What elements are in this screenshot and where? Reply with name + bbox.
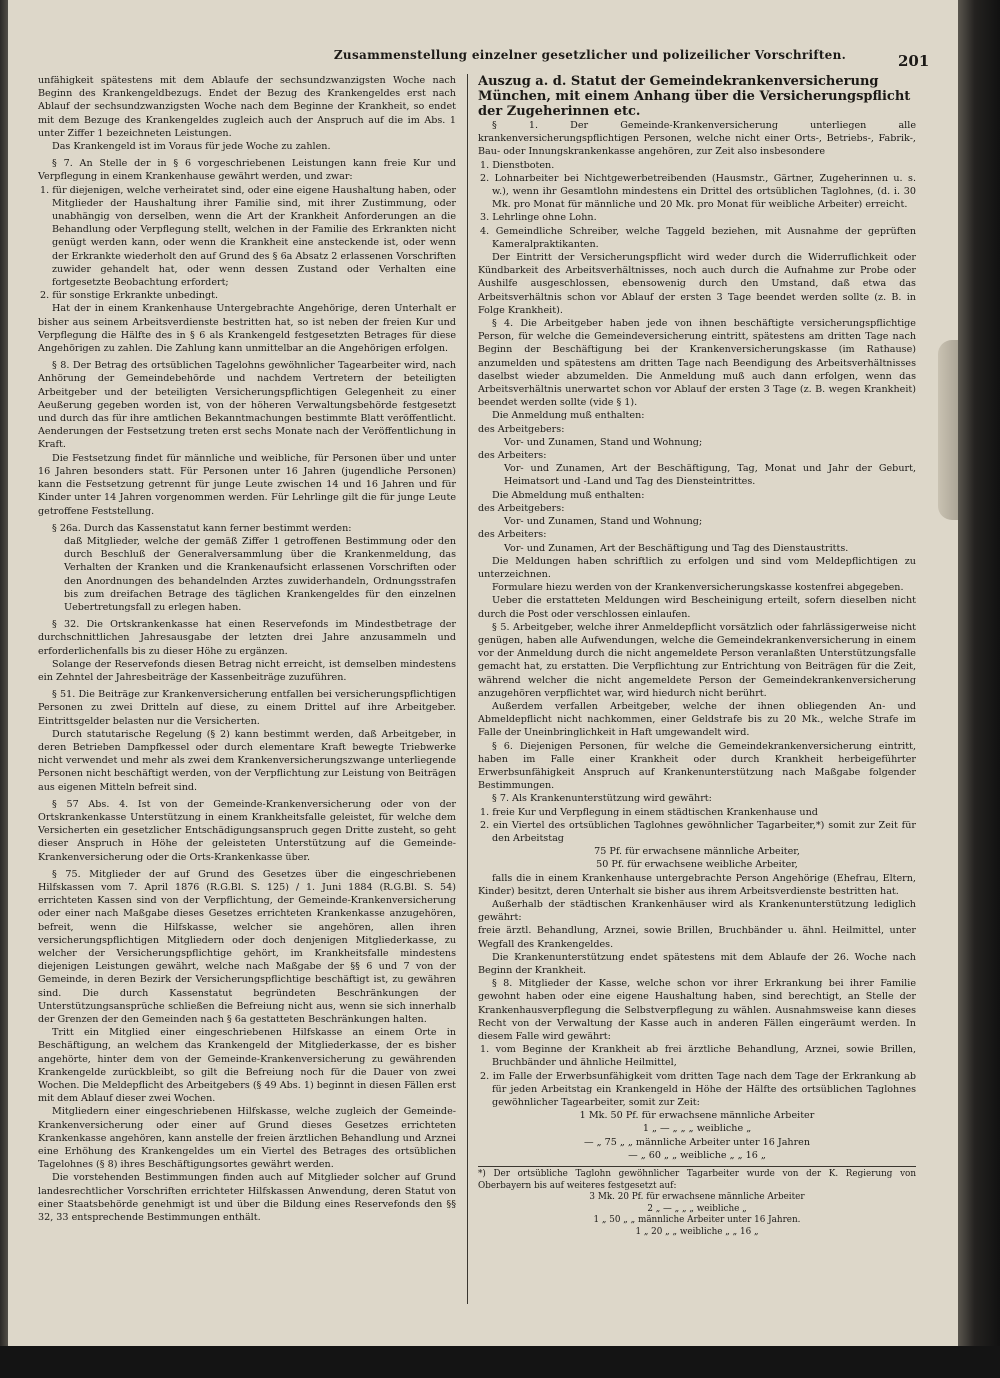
rate-line: 50 Pf. für erwachsene weibliche Arbeiter, [596, 859, 798, 871]
rate-line: — „ 60 „ „ weibliche „ „ 16 „ [628, 1149, 766, 1161]
running-title: Zusammenstellung einzelner gesetzlicher und polizeilicher Vorschriften. [333, 48, 847, 62]
label: des Arbeiters: [478, 450, 547, 462]
paragraph: Außerhalb der städtischen Krankenhäuser wird als Krankenunterstützung lediglich gewährt: [478, 898, 916, 924]
list-item: 2. für sonstige Erkrankte unbedingt. [40, 290, 219, 302]
list-item: 2. ein Viertel des ortsüblichen Taglohnes gewöhnlicher Tagarbeiter,*) somit zur Zeit für den Arbeitstag [480, 819, 916, 844]
rate-line: 1 „ 50 „ „ männliche Arbeiter unter 16 Jahren. [593, 1215, 801, 1226]
page-tab [938, 340, 958, 520]
section-51: § 51. Die Beiträge zur Krankenversicherung entfallen bei versicherungspflichtigen Personen zu zwei Dritteln auf diese, zu einem Drittel auf ihre Arbeitgeber. Eintrittsgelder belasten nur die Versicherten. [38, 689, 456, 727]
footnote-text: *) Der ortsübliche Taglohn gewöhnlicher Tagarbeiter wurde von der K. Regierung von Oberbayern bis auf weiteres festgesetzt auf: [478, 1169, 916, 1191]
label: des Arbeitgebers: [478, 423, 565, 435]
list-item: 1. freie Kur und Verpflegung in einem städtischen Krankenhause und [480, 806, 818, 818]
section-8: § 8. Mitglieder der Kasse, welche schon vor ihrer Erkrankung bei ihrer Familie gewohnt haben oder eine eigene Haushaltung haben, sind berechtigt, an Stelle der Krankenhausverpflegung die Selbstverpflegung zu wählen. Ausnahmsweise kann dieses Recht von der Verwaltung der Kasse auch in anderen Fällen eingeräumt werden. In diesem Falle wird gewährt: [478, 978, 916, 1043]
page-content [30, 0, 942, 1378]
paragraph: Der Eintritt der Versicherungspflicht wird weder durch die Widerruflichkeit oder Kündbarkeit des Arbeitsverhältnisses, noch auch durch die Aufnahme zur Probe oder Aushilfe ausgeschlossen, ebensowenig durch den Umstand, daß etwa das Arbeitsverhältnis schon vor Ablauf der ersten 3 Tage beendet werden sollte (z. B. in Folge Krankheit). [478, 252, 916, 316]
list-item: 2. im Falle der Erwerbsunfähigkeit vom dritten Tage nach dem Tage der Erkrankung ab für jeden Arbeitstag ein Krankengeld in Höhe der Hälfte des ortsüblichen Taglohnes gewöhnlicher Tagearbeiter, somit zur Zeit: [480, 1070, 916, 1109]
rate-line: 1 „ — „ „ „ weibliche „ [642, 1123, 752, 1135]
label: des Arbeitgebers: [478, 502, 565, 514]
paragraph: Das Krankengeld ist im Voraus für jede Woche zu zahlen. [52, 141, 331, 153]
rate-line: 2 „ — „ „ „ weibliche „ [647, 1203, 747, 1214]
statut-title: Auszug a. d. Statut der Gemeindekrankenversicherung München, mit einem Anhang über die Versicherungspflicht der Zugeherinnen etc. [478, 74, 911, 119]
paragraph: Die Anmeldung muß enthalten: [492, 410, 645, 422]
list-item: 1. für diejenigen, welche verheiratet sind, oder eine eigene Haushaltung haben, oder Mitglieder der Haushaltung ihrer Familie sind, mit ihrer Zustimmung, oder unabhängig von derselben, wenn die Art der Krankheit Anforderungen an die Behandlung oder Verpflegung stellt, welchen in der Familie des Erkrankten nicht genügt werden kann, oder wenn die Krankheit eine ansteckende ist, oder wenn der Erkrankte wiederholt den auf Grund des § 6a Absatz 2 erlassenen Vorschriften zuwider gehandelt hat, oder wenn dessen Zustand oder Verhalten eine fortgesetzte Beobachtung erfordert; [40, 184, 456, 289]
paragraph: freie ärztl. Behandlung, Arznei, sowie Brillen, Bruchbänder u. ähnl. Heilmittel, unter Wegfall des Krankengeldes. [478, 925, 916, 950]
section-32: § 32. Die Ortskrankenkasse hat einen Reservefonds im Mindestbetrage der durchschnittlichen Jahresausgabe der letzten drei Jahre anzusammeln und erforderlichenfalls bis zu dieser Höhe zu ergänzen. [38, 619, 456, 657]
paragraph: Die vorstehenden Bestimmungen finden auch auf Mitglieder solcher auf Grund landesrechtlicher Vorschriften errichteter Hilfskassen Anwendung, deren Statut von einer Staatsbehörde genehmigt ist und über die Bildung eines Reservefonds den §§ 32, 33 entsprechende Bestimmungen enthält. [38, 1172, 456, 1224]
paragraph: falls die in einem Krankenhause untergebrachte Person Angehörige (Ehefrau, Eltern, Kinder) besitzt, deren Unterhalt sie bisher aus ihrem Arbeitsverdienste bestritten hat. [478, 872, 916, 897]
paragraph: Vor- und Zunamen, Art der Beschäftigung und Tag des Dienstaustritts. [504, 542, 849, 554]
rate-line: 3 Mk. 20 Pf. für erwachsene männliche Arbeiter [589, 1192, 805, 1203]
paragraph: Tritt ein Mitglied einer eingeschriebenen Hilfskasse an einem Orte in Beschäftigung, an welchem das Krankengeld der Mitgliederkasse, der es bisher angehörte, hinter dem von der Gemeinde-Krankenversicherung zu gewährenden Krankengelde zurückbleibt, so gilt die Befreiung noch für die Dauer von zwei Wochen. Die Meldepflicht des Arbeitgebers (§ 49 Abs. 1) beginnt in diesen Fällen erst mit dem Ablauf dieser zwei Wochen. [38, 1027, 456, 1105]
paragraph: unfähigkeit spätestens mit dem Ablaufe der sechsundzwanzigsten Woche nach Beginn des Krankengeldbezugs. Endet der Bezug des Krankengeldes erst nach Ablauf der sechsundzwanzigsten Woche nach dem Beginne der Krankheit, so endet mit dem Bezuge des Krankengeldes zugleich auch der Anspruch auf die im Abs. 1 unter Ziffer 1 bezeichneten Leistungen. [38, 75, 456, 139]
paragraph: Vor- und Zunamen, Stand und Wohnung; [504, 436, 703, 448]
rate-line: 1 „ 20 „ „ weibliche „ „ 16 „ [635, 1227, 759, 1238]
paragraph: Vor- und Zunamen, Stand und Wohnung; [504, 516, 703, 528]
list-item: 4. Gemeindliche Schreiber, welche Taggeld beziehen, mit Ausnahme der geprüften Kameralpraktikanten. [480, 225, 916, 250]
list-item: 1. Dienstboten. [480, 159, 555, 171]
paragraph: Formulare hiezu werden von der Krankenversicherungskasse kostenfrei abgegeben. [492, 582, 904, 594]
paragraph: daß Mitglieder, welche der gemäß Ziffer 1 getroffenen Bestimmung oder den durch Beschluß der Generalversammlung über die Krankenmeldung, das Verhalten der Kranken und die Krankenaufsicht erlassenen Vorschriften oder den Anordnungen des behandelnden Arztes zuwiderhandeln, Ordnungsstrafen bis zum dreifachen Betrage des täglichen Krankengeldes für den einzelnen Uebertretungsfall zu erlegen haben. [64, 535, 456, 613]
section-5: § 5. Arbeitgeber, welche ihrer Anmeldepflicht vorsätzlich oder fahrlässigerweise nicht genügen, haben alle Aufwendungen, welche die Gemeindekrankenversicherung in einem vor der Anmeldung durch die nicht angemeldete Person veranlaßten Unterstützungsfalle gemacht hat, zu erstatten. Die Verpflichtung zur Entrichtung von Beiträgen für die Zeit, während welcher die nicht angemeldete Person der Gemeindekrankenversicherung anzugehören verpflichtet war, wird hiedurch nicht berührt. [478, 621, 916, 699]
rate-line: — „ 75 „ „ männliche Arbeiter unter 16 Jahren [583, 1136, 811, 1148]
page-number: 201 [898, 52, 930, 70]
book-edge-right [958, 0, 1000, 1378]
left-column [38, 74, 456, 1334]
scan-bottom-edge [0, 1346, 1000, 1378]
paragraph: Hat der in einem Krankenhause Untergebrachte Angehörige, deren Unterhalt er bisher aus seinem Arbeitsverdienste bestritten hat, so ist neben der freien Kur und Verpflegung die Hälfte des in § 6 als Krankengeld festgesetzten Betrages für diese Angehörigen zu zahlen. Die Zahlung kann unmittelbar an die Angehörigen erfolgen. [38, 303, 456, 355]
section-4: § 4. Die Arbeitgeber haben jede von ihnen beschäftigte versicherungspflichtige Person, für welche die Gemeindeversicherung eintritt, spätestens am dritten Tage nach Beginn der Beschäftigung bei der Krankenversicherungskasse (im Rathause) anzumelden und spätestens am dritten Tage nach Beendigung des Arbeitsverhältnisses daselbst wieder abzumelden. Die Anmeldung muß auch dann erfolgen, wenn das Arbeitsverhältnis unerwartet schon vor Ablauf der ersten 3 Tage (z. B. wegen Krankheit) beendet werden sollte (vide § 1). [478, 318, 916, 409]
paragraph: Ueber die erstatteten Meldungen wird Bescheinigung erteilt, sofern dieselben nicht durch die Post oder verschlossen einlaufen. [478, 595, 916, 620]
section-7: § 7. Als Krankenunterstützung wird gewährt: [492, 793, 712, 805]
paragraph: Solange der Reservefonds diesen Betrag nicht erreicht, ist demselben mindestens ein Zehntel der Jahresbeiträge der Kassenbeiträge zuzuführen. [38, 658, 456, 683]
paragraph: Die Krankenunterstützung endet spätestens mit dem Ablaufe der 26. Woche nach Beginn der Krankheit. [478, 951, 916, 976]
section-8: § 8. Der Betrag des ortsüblichen Tagelohns gewöhnlicher Tagearbeiter wird, nach Anhörung der Gemeindebehörde und nachdem Vertretern der beteiligten Arbeitgeber und der beteiligten Versicherungspflichtigen Gelegenheit zu einer Aeußerung gegeben worden ist, von der höheren Verwaltungsbehörde festgesetzt und durch das für ihre amtlichen Bekanntmachungen bestimmte Blatt veröffentlicht. Aenderungen der Festsetzung treten erst sechs Monate nach der Veröffentlichung in Kraft. [38, 360, 456, 451]
paragraph: Die Abmeldung muß enthalten: [492, 489, 645, 501]
section-57: § 57 Abs. 4. Ist von der Gemeinde-Krankenversicherung oder von der Ortskrankenkasse Unterstützung in einem Krankheitsfalle geleistet, für welche dem Versicherten ein gesetzlicher Entschädigungsanspruch gegen Dritte zusteht, so geht dieser Anspruch in Höhe der geleisteten Unterstützung auf die Gemeinde-Krankenversicherung oder die Orts-Krankenkasse über. [38, 798, 456, 863]
footnote [478, 1166, 916, 1239]
column-divider [467, 74, 468, 1304]
paragraph: Durch statutarische Regelung (§ 2) kann bestimmt werden, daß Arbeitgeber, in deren Betrieben Dampfkessel oder durch elementare Kraft bewegte Triebwerke nicht verwendet und mehr als zwei dem Krankenversicherungszwange unterliegende Personen nicht beschäftigt werden, von der Verpflichtung zur Leistung von Beiträgen aus eigenen Mitteln befreit sind. [38, 728, 456, 793]
section-7: § 7. An Stelle der in § 6 vorgeschriebenen Leistungen kann freie Kur und Verpflegung in einem Krankenhause gewährt werden, und zwar: [38, 158, 456, 183]
paragraph: Die Meldungen haben schriftlich zu erfolgen und sind vom Meldepflichtigen zu unterzeichnen. [478, 555, 916, 580]
paragraph: Mitgliedern einer eingeschriebenen Hilfskasse, welche zugleich der Gemeinde-Krankenversicherung oder einer auf Grund dieses Gesetzes errichteten Krankenkasse angehören, kann anstelle der freien ärztlichen Behandlung und Arznei eine Erhöhung des Krankengeldes um ein Viertel des Betrages des ortsüblichen Tagelohnes (§ 8) ihres Beschäftigungsortes gewährt werden. [38, 1106, 456, 1171]
section-75: § 75. Mitglieder der auf Grund des Gesetzes über die eingeschriebenen Hilfskassen vom 7. April 1876 (R.G.Bl. S. 125) / 1. Juni 1884 (R.G.Bl. S. 54) errichteten Kassen sind von der Verpflichtung, der Gemeinde-Krankenversicherung oder einer nach Maßgabe dieses Gesetzes errichteten Krankenkasse anzugehören, befreit, wenn die Hilfskasse, welcher sie angehören, allen ihren versicherungspflichtigen Mitgliedern oder doch denjenigen Mitgliederkasse, zu welcher der Versicherungspflichtige gehört, im Krankheitsfalle mindestens diejenigen Leistungen gewährt, welche nach Maßgabe der §§ 6 und 7 von der Gemeinde, in deren Bezirk der Versicherungspflichtige beschäftigt ist, zu gewähren sind. Die durch Kassenstatut begründeten Beschränkungen der Unterstützungsansprüche schließen die Befreiung nicht aus, wenn sie sich innerhalb der Grenzen der den Gemeinden nach § 6a gestatteten Beschränkungen halten. [38, 868, 456, 1026]
list-item: 2. Lohnarbeiter bei Nichtgewerbetreibenden (Hausmstr., Gärtner, Zugeherinnen u. s. w.), wenn ihr Gesamtlohn mindestens ein Drittel des ortsüblichen Taglohnes, (d. i. 30 Mk. pro Monat für männliche und 20 Mk. pro Monat für weibliche Arbeiter) erreicht. [480, 172, 916, 211]
rate-line: 75 Pf. für erwachsene männliche Arbeiter, [594, 846, 800, 858]
section-26a: § 26a. Durch das Kassenstatut kann ferner bestimmt werden: [52, 522, 352, 534]
rate-line: 1 Mk. 50 Pf. für erwachsene männliche Arbeiter [579, 1110, 815, 1122]
paragraph: Außerdem verfallen Arbeitgeber, welche der ihnen obliegenden An- und Abmeldepflicht nicht nachkommen, einer Geldstrafe bis zu 20 Mk., welche Strafe im Falle der Uneinbringlichkeit in Haft umgewandelt wird. [478, 700, 916, 739]
paragraph: Die Festsetzung findet für männliche und weibliche, für Personen über und unter 16 Jahren besonders statt. Für Personen unter 16 Jahren (jugendliche Personen) kann die Festsetzung getrennt für junge Leute zwischen 14 und 16 Jahren und für Kinder unter 14 Jahren vorgenommen werden. Für Lehrlinge gilt die für junge Leute getroffene Feststellung. [38, 452, 456, 517]
right-column [478, 74, 916, 1334]
label: des Arbeiters: [478, 529, 547, 541]
section-6: § 6. Diejenigen Personen, für welche die Gemeindekrankenversicherung eintritt, haben im Falle einer Krankheit oder durch Krankheit herbeigeführter Erwerbsunfähigkeit Anspruch auf Krankenunterstützung nach Maßgabe folgender Bestimmungen. [478, 740, 916, 792]
section-1: § 1. Der Gemeinde-Krankenversicherung unterliegen alle krankenversicherungspflichtigen Personen, welche nicht einer Orts-, Betriebs-, Fabrik-, Bau- oder Innungskrankenkasse angehören, zur Zeit also insbesondere [478, 120, 916, 158]
list-item: 1. vom Beginne der Krankheit ab frei ärztliche Behandlung, Arznei, sowie Brillen, Bruchbänder und ähnliche Heilmittel, [480, 1044, 916, 1069]
scanned-page [8, 0, 958, 1378]
paragraph: Vor- und Zunamen, Art der Beschäftigung, Tag, Monat und Jahr der Geburt, Heimatsort und -Land und Tag des Diensteintrittes. [504, 463, 916, 488]
list-item: 3. Lehrlinge ohne Lohn. [480, 212, 597, 224]
